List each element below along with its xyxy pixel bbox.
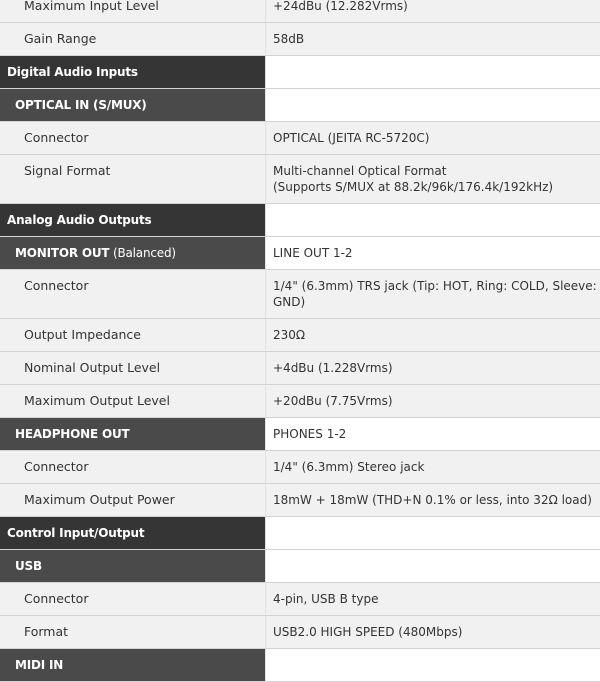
spec-value (265, 23, 600, 55)
spec-label (0, 270, 265, 318)
spec-label (0, 319, 265, 351)
value-line: OPTICAL (JEITA RC-5720C) (273, 131, 430, 145)
spec-value (265, 237, 600, 269)
value-line: +20dBu (7.75Vrms) (273, 394, 393, 408)
spec-label (0, 616, 265, 648)
spec-label (0, 23, 265, 55)
spec-row (0, 319, 600, 352)
spec-label (0, 122, 265, 154)
spec-row (0, 484, 600, 517)
spec-label (0, 155, 265, 203)
label-text: Maximum Output Power (24, 492, 175, 507)
label-text: MIDI IN (15, 658, 64, 672)
spec-value (265, 155, 600, 203)
value-line: USB2.0 HIGH SPEED (480Mbps) (273, 625, 463, 639)
label-text: OPTICAL IN (S/MUX) (15, 98, 147, 112)
section-header-row (0, 56, 600, 89)
spec-value (265, 550, 600, 582)
subsection-title (0, 237, 265, 269)
label-text: Connector (24, 459, 89, 474)
label-text: Analog Audio Outputs (7, 213, 152, 227)
value-line: +24dBu (12.282Vrms) (273, 0, 408, 13)
spec-value (265, 56, 600, 88)
label-text: Format (24, 624, 69, 639)
section-title (0, 56, 265, 88)
spec-row (0, 451, 600, 484)
label-text: MONITOR OUT (15, 246, 110, 260)
section-title (0, 204, 265, 236)
spec-value (265, 649, 600, 681)
subsection-header-row (0, 237, 600, 270)
label-text: Connector (24, 591, 89, 606)
spec-row (0, 0, 600, 23)
label-text: Maximum Output Level (24, 393, 170, 408)
value-line: Multi-channel Optical Format (273, 164, 447, 178)
spec-row (0, 23, 600, 56)
subsection-header-row (0, 649, 600, 682)
spec-value (265, 270, 600, 318)
value-line: 58dB (273, 32, 305, 46)
label-text: Control Input/Output (7, 526, 145, 540)
spec-value (265, 583, 600, 615)
value-line: 1/4" (6.3mm) Stereo jack (273, 460, 425, 474)
spec-label (0, 451, 265, 483)
spec-value (265, 451, 600, 483)
value-line: LINE OUT 1-2 (273, 246, 353, 260)
spec-row (0, 352, 600, 385)
label-text: Connector (24, 130, 89, 145)
label-text: Connector (24, 278, 89, 293)
spec-value (265, 122, 600, 154)
spec-value (265, 319, 600, 351)
label-text: Gain Range (24, 31, 97, 46)
label-text: HEADPHONE OUT (15, 427, 130, 441)
spec-label (0, 583, 265, 615)
subsection-header-row (0, 418, 600, 451)
spec-row (0, 122, 600, 155)
label-text: USB (15, 559, 42, 573)
spec-value (265, 204, 600, 236)
section-header-row (0, 204, 600, 237)
spec-label (0, 0, 265, 22)
spec-row (0, 616, 600, 649)
value-line: PHONES 1-2 (273, 427, 347, 441)
label-text: Signal Format (24, 163, 111, 178)
value-line: 4-pin, USB B type (273, 592, 379, 606)
value-line: 1/4" (6.3mm) TRS jack (Tip: HOT, Ring: COLD, Sleeve: GND) (273, 279, 597, 309)
subsection-header-row (0, 89, 600, 122)
subsection-title (0, 649, 265, 681)
spec-label (0, 352, 265, 384)
label-text: Digital Audio Inputs (7, 65, 138, 79)
spec-label (0, 484, 265, 516)
spec-value (265, 352, 600, 384)
spec-value (265, 517, 600, 549)
spec-value (265, 418, 600, 450)
spec-row (0, 155, 600, 204)
value-line: 230Ω (273, 328, 306, 342)
subsection-title (0, 89, 265, 121)
spec-label (0, 385, 265, 417)
spec-value (265, 616, 600, 648)
label-text: Maximum Input Level (24, 0, 159, 13)
label-text: Output Impedance (24, 327, 141, 342)
subsection-title (0, 418, 265, 450)
spec-value (265, 385, 600, 417)
value-line: 18mW + 18mW (THD+N 0.1% or less, into 32Ω load) (273, 493, 592, 507)
spec-value (265, 484, 600, 516)
value-line: +4dBu (1.228Vrms) (273, 361, 393, 375)
subsection-title (0, 550, 265, 582)
section-header-row (0, 517, 600, 550)
section-title (0, 517, 265, 549)
spec-row (0, 385, 600, 418)
label-qualifier: (Balanced) (109, 246, 176, 260)
label-text: Nominal Output Level (24, 360, 161, 375)
spec-value (265, 89, 600, 121)
spec-value (265, 0, 600, 22)
spec-row (0, 270, 600, 319)
subsection-header-row (0, 550, 600, 583)
value-line: (Supports S/MUX at 88.2k/96k/176.4k/192kHz) (273, 180, 554, 194)
